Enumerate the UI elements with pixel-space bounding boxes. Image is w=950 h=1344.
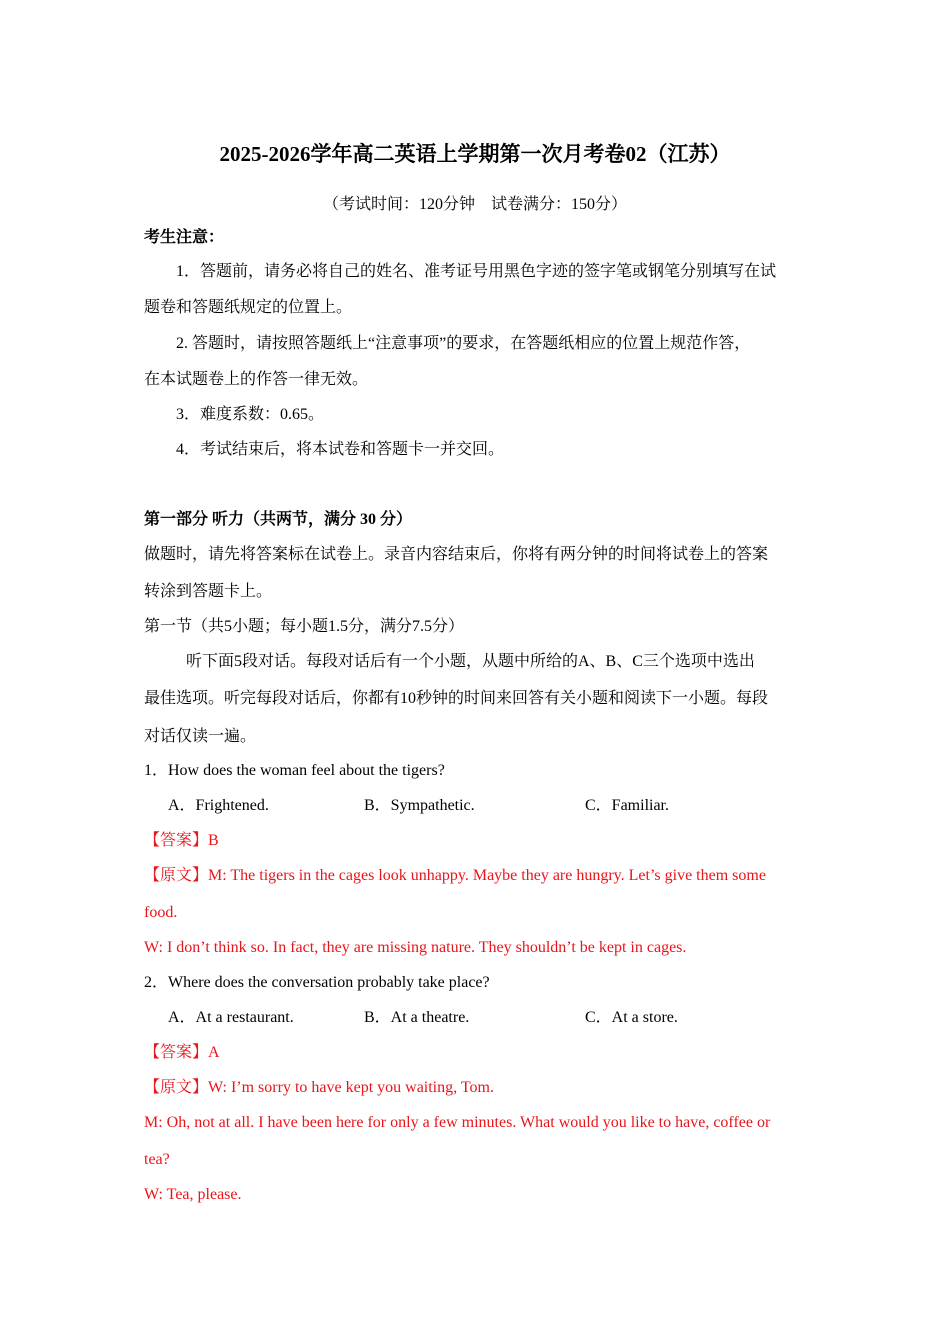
page-title: 2025-2026学年高二英语上学期第一次月考卷02（江苏） (219, 142, 731, 166)
option-a: A．Frightened. (168, 797, 269, 814)
section-heading: 第一节（共5小题；每小题1.5分，满分7.5分） (144, 618, 465, 635)
exam-info: （考试时间：120分钟 试卷满分：150分） (322, 196, 627, 213)
option-a: A．At a restaurant. (168, 1009, 294, 1026)
transcript-line: 【原文】M: The tigers in the cages look unhappy. Maybe they are hungry. Let’s give them some (144, 867, 766, 884)
option-b: B．Sympathetic. (364, 797, 475, 814)
transcript-line: W: I don’t think so. In fact, they are missing nature. They shouldn’t be kept in cages. (144, 939, 687, 956)
answer-label: 【答案】B (144, 832, 219, 849)
transcript-line: M: Oh, not at all. I have been here for only a few minutes. What would you like to have, coffee or (144, 1114, 771, 1131)
option-b: B．At a theatre. (364, 1009, 470, 1026)
notice-line: 题卷和答题纸规定的位置上。 (144, 299, 353, 316)
section-intro-line: 最佳选项。听完每段对话后，你都有10秒钟的时间来回答有关小题和阅读下一小题。每段 (144, 690, 769, 707)
notice-line: 4．考试结束后，将本试卷和答题卡一并交回。 (176, 441, 505, 458)
option-c: C．Familiar. (585, 797, 670, 814)
option-c: C．At a store. (585, 1009, 678, 1026)
notice-line: 1．答题前，请务必将自己的姓名、准考证号用黑色字迹的签字笔或钢笔分别填写在试 (176, 263, 777, 280)
question-stem: 2．Where does the conversation probably take place? (144, 974, 490, 991)
notice-heading: 考生注意： (144, 229, 225, 246)
part-intro-line: 转涂到答题卡上。 (144, 583, 273, 600)
notice-line: 在本试题卷上的作答一律无效。 (144, 371, 369, 388)
part-intro-line: 做题时，请先将答案标在试卷上。录音内容结束后，你将有两分钟的时间将试卷上的答案 (144, 546, 769, 563)
notice-line: 2. 答题时，请按照答题纸上“注意事项”的要求，在答题纸相应的位置上规范作答， (176, 335, 751, 352)
section-intro-line: 对话仅读一遍。 (144, 728, 257, 745)
transcript-line: food. (144, 904, 178, 921)
section-intro-line: 听下面5段对话。每段对话后有一个小题，从题中所给的A、B、C三个选项中选出 (186, 653, 755, 670)
question-stem: 1．How does the woman feel about the tigers? (144, 762, 445, 779)
notice-line: 3．难度系数：0.65。 (176, 406, 325, 423)
transcript-line: tea? (144, 1151, 170, 1168)
transcript-line: 【原文】W: I’m sorry to have kept you waiting, Tom. (144, 1079, 494, 1096)
answer-label: 【答案】A (144, 1044, 220, 1061)
part-heading: 第一部分 听力（共两节，满分 30 分） (144, 511, 413, 528)
transcript-line: W: Tea, please. (144, 1186, 242, 1203)
